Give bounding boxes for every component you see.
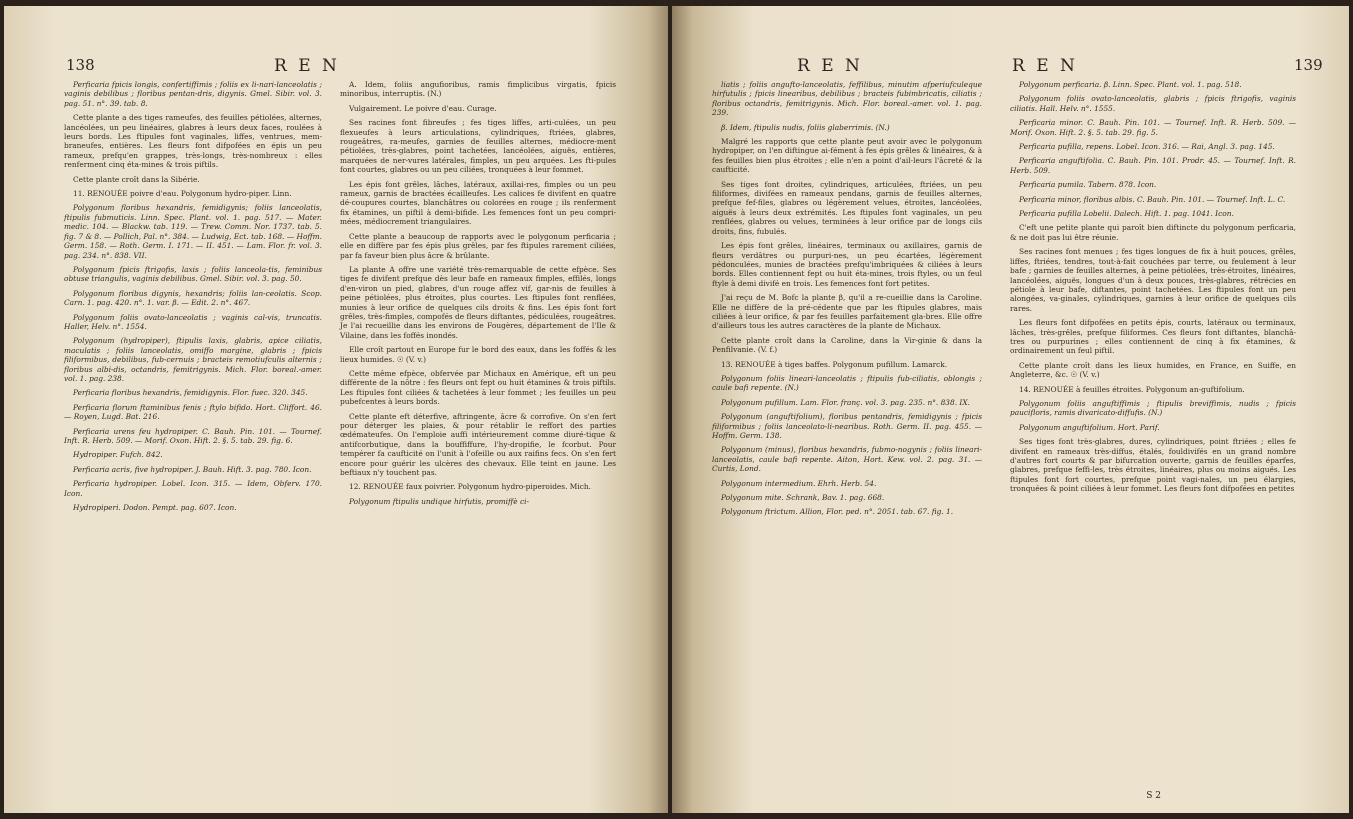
paragraph: Vulgairement. Le poivre d'eau. Curage. — [349, 103, 497, 113]
left-column-1 — [64, 80, 322, 517]
paragraph: Cette plante a des tiges rameufes, des feuilles pétiolées, alternes, lancéolées, un peu linéaires, glabres à leurs deux faces, roulées à leurs bords. Les ftipules font vaginales, liffes, ventrues, mem-braneufes, entières. Les fleurs font difpofées en épis un peu rameux, prefqu'en grappes, très-longs, très-nombreux : elles renferment cinq éta-mines & trois piftils. — [64, 113, 322, 170]
paragraph: Polygonum foliis ovato-lanceolatis ; vaginis cal-vis, truncatis. Haller, Helv. n°. 1554. — [64, 312, 322, 331]
paragraph: Polygonum (anguftifolium), floribus pentandris, femidigynis ; fpicis filiformibus ; foliis lanceolato-li-nearibus. Roth. Germ. II. pag. 455. — Hoffm. Germ. 138. — [712, 412, 982, 440]
paragraph: Cette plante croît dans les lieux humides, en France, en Suiffe, en Angleterre, &c. ☉ (V. v.) — [1010, 360, 1296, 380]
paragraph: Polygonum intermedium. Ehrh. Herb. 54. — [721, 478, 877, 488]
paragraph: Ses racines font menues ; fes tiges longues de fix à huit pouces, grêles, liffes, ftriées, tendres, tout-à-fait couchées par terre, ou feulement à leur bafe ; garnies de feuilles alternes, à peine pétiolées, très-étroites, linéaires, lancéolées, aiguës, longues d'un à deux pouces, très-glabres, rétrécies en pétiole à leur bafe, diftantes, point tachetées. Les ftipules font un peu alongées, va-ginales, cylindriques, garnies à leur orifice de quelques cils rares. — [1010, 247, 1296, 313]
right-column-2 — [1010, 80, 1296, 499]
paragraph: Cette plante croît dans la Sibérie. — [73, 174, 200, 184]
paragraph: 14. RENOUÉE à feuilles étroites. Polygonum an-guftifolium. — [1019, 384, 1245, 394]
right-running-title-right: R E N — [1012, 56, 1078, 76]
paragraph: Ses racines font fibreufes ; fes tiges liffes, arti-culées, un peu flexueufes à leurs articulations, cylindriques, ftriées, glabres, rougeâtres, ra-meufes, garnies de feuilles alternes, médiocre-ment pétiolées, très-glabres, point tachetées, lancéolées, aiguës, entières, marquées de ner-vures latérales, fimples, un peu arquées. Les fti-pules font courtes, glabres ou un peu ciliées, tronquées à leur fommet. — [340, 118, 616, 175]
paragraph: Ses tiges font très-glabres, dures, cylindriques, point ftriées ; elles fe divifent en rameaux très-diffus, étalés, fouldivifés en un grand nombre d'autres fort courts & par bifurcation ouverte, garnis de feuilles éparfes, glabres, prefque feffi-les, très étroites, linéaires, plus ou moins aiguës. Les ftipules font fort courtes, prefque point vagi-nales, un peu élargies, tronquées & point ciliées à leur fommet. Les fleurs font difpofées en petites — [1010, 437, 1296, 494]
paragraph: Les fleurs font difpofées en petits épis, courts, latéraux ou terminaux, lâches, très-grêles, prefque filiformes. Ces fleurs font diftantes, blanchâ-tres ou purpurines ; elles contiennent de cinq à fix étamines, & ordinairement un feul piftil. — [1010, 318, 1296, 356]
paragraph: Hydropiper. Fufch. 842. — [73, 450, 163, 460]
left-running-title: R E N — [274, 56, 340, 76]
signature-mark: S 2 — [1146, 791, 1161, 801]
paragraph: Polygonum fpicis ftrigofis, laxis ; foliis lanceola-tis, feminibus obtuse triangulis, vaginis debilibus. Gmel. Sibir. vol. 3. pag. 50. — [64, 264, 322, 284]
paragraph: Elle croît partout en Europe fur le bord des eaux, dans les foffés & les lieux humides. ☉ (V. v.) — [340, 345, 616, 364]
paragraph: Polygonum perficaria. β. Linn. Spec. Plant. vol. 1. pag. 518. — [1019, 80, 1242, 89]
paragraph: Perficaria fpicis longis, confertiffimis ; foliis ex li-nari-lanceolatis ; vaginis debilibus ; floribus pentan-dris, digynis. Gmel. Sibir. vol. 3. pag. 51. n°. 39. tab. 8. — [64, 80, 322, 108]
paragraph: Cette plante a beaucoup de rapports avec le polygonum perficaria ; elle en diffère par fes épis plus grêles, par fes ftipules rarement ciliées, par fa faveur bien plus âcre & brûlante. — [340, 231, 616, 260]
paragraph: Ses tiges font droites, cylindriques, articulées, ftriées, un peu filiformes, divifées en rameaux pendans, garnis de feuilles alternes, prefque fef-files, glabres ou légèrement velues, étroites, lancéolées, aiguës à leurs deux extrémités. Les ftipules font vaginales, un peu renflées, glabres ou velues, terminées à leur orifice par de longs cils droits, fins, fubulés. — [712, 179, 982, 236]
paragraph: 11. RENOUÉE poivre d'eau. Polygonum hydro-piper. Linn. — [73, 189, 292, 199]
paragraph: Polygonum ftipulis undique hirfutis, promiffè ci- — [349, 496, 529, 506]
paragraph: Les épis font grêles, linéaires, terminaux ou axillaires, garnis de fleurs verdâtres ou purpuri-nes, un peu écartées, légèrement pédonculées, munies de bractées prefqu'imbriquées & ciliées à leurs bords. Elles contiennent fept ou huit éta-mines, trois ftyles, ou un feul ftyle à demi divifé en trois. Les femences font fort petites. — [712, 241, 982, 288]
paragraph: J'ai reçu de M. Bofc la plante β, qu'il a re-cueillie dans la Caroline. Elle ne diffère de la pré-cédente que par les ftipules glabres, mais ciliées à leur orifice, & par fes feuilles parfaitement gla-bres. Elle offre d'ailleurs tous les autres caractères de la plante de Michaux. — [712, 293, 982, 331]
paragraph: Cette même efpèce, obfervée par Michaux en Amérique, eft un peu différente de la nôtre : fes fleurs ont fept ou huit étamines & trois piftils. Les ftipules font ciliées & tachetées à leur fommet ; les feuilles un peu pubefcentes à leurs bords. — [340, 368, 616, 407]
paragraph: Polygonum foliis ovato-lanceolatis, glabris ; fpicis ftrigofis, vaginis ciliatis. Hall. Helv. n°. 1555. — [1010, 94, 1296, 113]
paragraph: Perficaria hydropiper. Lobel. Icon. 315. — Idem, Obferv. 170. Icon. — [64, 479, 322, 498]
paragraph: Perficaria pumila. Tabern. 878. Icon. — [1019, 180, 1157, 190]
paragraph: Malgré les rapports que cette plante peut avoir avec le polygonum hydropiper, on l'en diftingue ai-fément à fes épis grêles & linéaires, & à fes feuilles bien plus étroites ; elle n'en a point d'ail-leurs l'âcreté & la caufticité. — [712, 137, 982, 175]
paragraph: La plante A offre une variété très-remarquable de cette efpèce. Ses tiges fe divifent prefque dès leur bafe en rameaux fimples, effilés, longs d'en-viron un pied, glabres, d'un rouge affez vif, gar-nis de feuilles à peine pétiolées, plus étroites, plus courtes. Les ftipules font renflées, munies à leur orifice de quelques cils droits & fins. Les épis font fort grêles, très-fimples, compofés de fleurs diftantes, pédiculées, rougeâtres. Je l'ai recueillie dans les environs de Fougères, département de l'Ile & Vilaine, dans les foffés inondés. — [340, 264, 616, 340]
paragraph: C'eft une petite plante qui paroît bien diftincte du polygonum perficaria, & ne doit pas lui être réunie. — [1010, 223, 1296, 242]
paragraph: Cette plante croît dans la Caroline, dans la Vir-ginie & dans la Penfilvanie. (V. f.) — [712, 335, 982, 355]
paragraph: A. Idem, foliis angufioribus, ramis fimplicibus virgatis, fpicis minoribus, interruptis. (N.) — [340, 80, 616, 99]
right-running-title-left: R E N — [797, 56, 863, 76]
paragraph: Polygonum mite. Schrank, Bav. 1. pag. 668. — [721, 493, 885, 503]
paragraph: Polygonum pufillum. Lam. Flor. franç. vol. 3. pag. 235. n°. 838. IX. — [721, 397, 970, 407]
paragraph: Polygonum floribus hexandris, femidigynis; foliis lanceolatis, ftipulis fubmuticis. Linn. Spec. Plant. vol. 1. pag. 517. — Mater. medic. 104. — Blackw. tab. 119. — Trew. Comm. Nor. 1737. tab. 5. fig. 7 & 8. — Pollich, Pal. n°. 384. — Ludwig, Ect. tab. 168. — Hoffm. Germ. 158. — Roth. Germ. I. 171. — II. 451. — Lam. Flor. fr. vol. 3. pag. 234. n°. 838. VII. — [64, 203, 322, 260]
right-column-1 — [712, 80, 982, 522]
paragraph: Perficaria floribus hexandris, femidigynis. Flor. fuec. 320. 345. — [73, 388, 308, 398]
paragraph: Perficaria anguftifolia. C. Bauh. Pin. 101. Prodr. 45. — Tournef. Inft. R. Herb. 509. — [1010, 156, 1296, 175]
paragraph: Perficaria pufilla Lobelii. Dalech. Hift. 1. pag. 1041. Icon. — [1019, 209, 1234, 219]
paragraph: 12. RENOUÉE faux poivrier. Polygonum hydro-piperoides. Mich. — [349, 482, 591, 492]
paragraph: Cette plante eft déterfive, aftringente, âcre & corrofive. On s'en fert pour déterger les plaies, & pour rétablir le reffort des parties œdémateufes. On l'emploie auffi intérieurement comme diuré-tique & antifcorbutique, dans la bouffiffure, l'hy-dropifie, le fcorbut. Pour tempérer fa caufticité on l'unit à l'ofeille ou aux raifins fecs. On s'en fert encore pour guérir les ulcères des chevaux. Elle teint en jaune. Les beftiaux n'y touchent pas. — [340, 411, 616, 478]
left-page — [4, 6, 668, 813]
paragraph: Les épis font grêles, lâches, latéraux, axillai-res, fimples ou un peu rameux, garnis de bractées écailleufes. Les calices fe divifent en quatre dé-coupures courtes, blanchâtres ou colorées en rouge ; ils renferment fix étamines, un piftil à demi-bifide. Les femences font un peu compri-mées, médiocrement triangulaires. — [340, 179, 616, 227]
paragraph: Perficaria acris, five hydropiper. J. Bauh. Hift. 3. pag. 780. Icon. — [73, 464, 312, 474]
paragraph: Hydropiperi. Dodon. Pempt. pag. 607. Icon. — [73, 503, 237, 513]
paragraph: Polygonum floribus digynis, hexandris; foliis lan-ceolatis. Scop. Carn. 1. pag. 420. n°. 1. var. β. — Edit. 2. n°. 467. — [64, 288, 322, 308]
paragraph: Perficaria urens feu hydropiper. C. Bauh. Pin. 101. — Tournef. Inft. R. Herb. 509. — Morif. Oxon. Hift. 2. §. 5. tab. 29. fig. 6. — [64, 426, 322, 445]
paragraph: Perficaria florum ftaminibus fenis ; ftylo bifido. Hort. Cliffort. 46. — Royen, Lugd. Bat. 216. — [64, 402, 322, 422]
paragraph: 13. RENOUÉE à tiges baffes. Polygonum pufillum. Lamarck. — [721, 359, 948, 369]
right-page — [672, 6, 1349, 813]
paragraph: Perficaria minor. C. Bauh. Pin. 101. — Tournef. Inft. R. Herb. 509. — Morif. Oxon. Hift. 2. §. 5. tab. 29. fig. 5. — [1010, 118, 1296, 137]
paragraph: Polygonum foliis lineari-lanceolatis ; ftipulis fub-ciliatis, oblongis ; caule bafi repente. (N.) — [712, 373, 982, 393]
left-column-2 — [340, 80, 616, 511]
paragraph: Perficaria pufilla, repens. Lobel. Icon. 316. — Rai, Angl. 3. pag. 145. — [1019, 142, 1275, 152]
paragraph: β. Idem, ftipulis nudis, foliis glaberrimis. (N.) — [721, 122, 890, 132]
paragraph: Polygonum ftrictum. Allion, Flor. ped. n°. 2051. tab. 67. fig. 1. — [721, 507, 954, 517]
paragraph: Polygonum (minus), floribus hexandris, fubmo-nogynis ; foliis lineari-lanceolatis, caule bafi repente. Aiton, Hort. Kew. vol. 2. pag. 31. — Curtis, Lond. — [712, 445, 982, 474]
paragraph: Polygonum anguftifolium. Hort. Parif. — [1019, 422, 1160, 432]
paragraph: Polygonum (hydropiper), ftipulis laxis, glabris, apice ciliatis, maculatis ; foliis lanceolatis, omiffo margine, glabris ; fpicis filiformibus, debilibus, fub-cernuis ; bracteis remotiufculis alternis ; floribus albi-dis, octandris, femitrigynis. Mich. Flor. boreal.-amer. vol. 1. pag. 238. — [64, 336, 322, 383]
left-page-number: 138 — [66, 56, 95, 74]
right-page-number: 139 — [1294, 56, 1323, 74]
paragraph: Perficaria minor, floribus albis. C. Bauh. Pin. 101. — Tournef. Inft. L. C. — [1019, 194, 1286, 204]
paragraph: liatis ; foliis angufto-lanceolatis, feffilibus, minutim afperiufculeque hirfutulis ; fpicis linearibus, debilibus ; bracteis fubimbricatis, ciliatis ; floribus octandris, femitrigynis. Mich. Flor. boreal.-amer. vol. 1. pag. 239. — [712, 80, 982, 118]
paragraph: Polygonum foliis anguftiffimis ; ftipulis breviffimis, nudis ; fpicis paucifloris, ramis divaricato-diffufis. (N.) — [1010, 398, 1296, 418]
